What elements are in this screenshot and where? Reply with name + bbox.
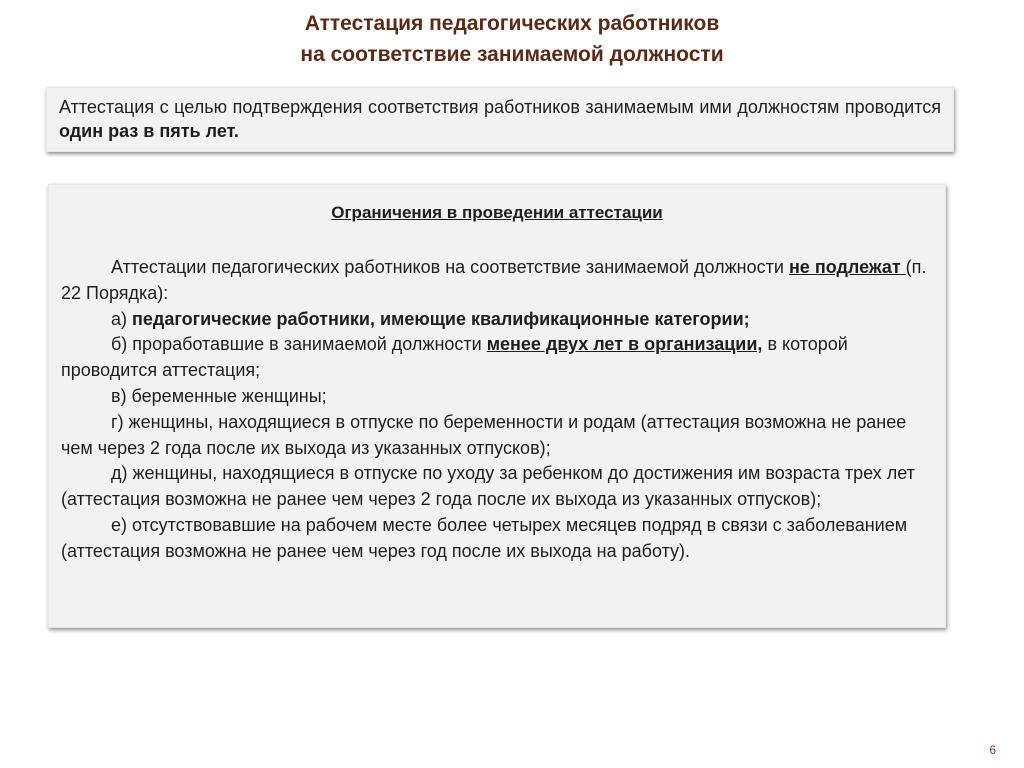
restrictions-lead: [61, 255, 939, 307]
lead-emphasis: не подлежат: [788, 257, 906, 277]
restriction-item-d: д) женщины, находящиеся в отпуске по уходу за ребенком до достижения им возраста трех лет (аттестация возможна не ранее чем через 2 года после их выхода из указанных отпусков);: [61, 463, 915, 510]
restriction-item-b: [61, 332, 939, 384]
restriction-item-a: [61, 307, 939, 333]
lead-reference: (п. 22 Порядка):: [61, 257, 927, 303]
intro-frequency: один раз в пять лет.: [59, 121, 239, 141]
item-a-text: педагогические работники, имеющие квалификационные категории;: [132, 308, 750, 329]
slide-title: [0, 8, 1024, 70]
page-number: 6: [989, 743, 996, 757]
lead-text: Аттестации педагогических работников на соответствие занимаемой должности: [111, 257, 789, 277]
restriction-item-g: г) женщины, находящиеся в отпуске по беременности и родам (аттестация возможна не ранее чем через 2 года после их выхода из указанных отпусков);: [61, 411, 907, 458]
intro-box: [46, 87, 954, 152]
restrictions-heading: Ограничения в проведении аттестации: [331, 203, 663, 222]
item-b-suffix: в которой проводится аттестация;: [61, 334, 848, 381]
intro-statement: Аттестация с целью подтверждения соответствия работников занимаемым ими должностям проводится: [59, 97, 941, 117]
slide-title-line-1: Аттестация педагогических работников: [304, 12, 720, 35]
item-b-emphasis: менее двух лет в организации,: [486, 334, 763, 355]
restriction-item-v: в) беременные женщины;: [111, 385, 327, 406]
item-a-prefix: а): [111, 308, 133, 329]
intro-text: [59, 95, 941, 143]
restrictions-box: [48, 184, 946, 628]
restrictions-body: [61, 255, 939, 565]
item-b-prefix: б) проработавшие в занимаемой должности: [111, 334, 487, 355]
restriction-item-e: е) отсутствовавшие на рабочем месте более четырех месяцев подряд в связи с заболеванием (аттестация возможна не ранее чем через год после их выхода на работу).: [61, 514, 908, 561]
slide-title-line-2: на соответствие занимаемой должности: [300, 43, 724, 66]
